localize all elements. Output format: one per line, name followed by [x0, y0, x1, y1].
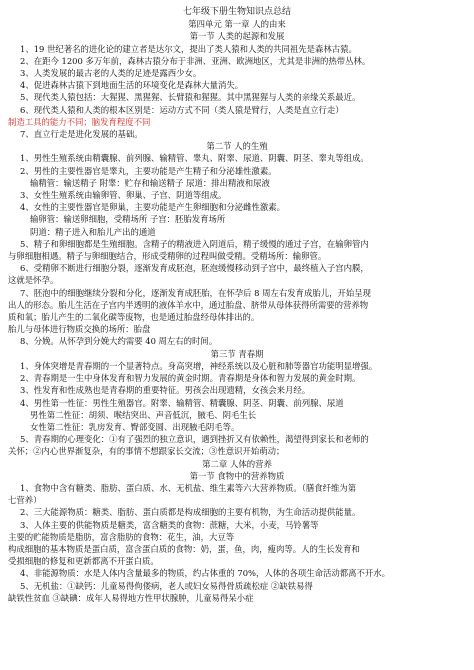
text-line: 3、人类发展的最古老的人类的足迹是露西少女。	[20, 68, 202, 79]
text-line: 与卵细胞相遇。精子与卵细胞结合，形成受精卵的过程叫做受精。受精场所：输卵管。	[8, 251, 327, 262]
text-line: 8、分娩。从怀孕到分娩大约需要 40 周左右的时间。	[20, 336, 218, 347]
text-line: 2、在距今 1200 多万年前，森林古猿分布于非洲、亚洲、欧洲地区，尤其是非洲的热带丛林。	[20, 55, 371, 66]
text-line: 第一节 人类的起源和发展	[189, 31, 285, 42]
text-line: 1、身体突增是青春期的一个显著特点。身高突增，神经系统以及心脏和肺等器官功能明显增强。	[20, 360, 378, 371]
text-line: 出人的形态。胎儿生活在子宫内半透明的液体羊水中，通过胎盘、脐带从母体获得所需要的营养物	[8, 299, 369, 310]
text-line: 质和氧；胎儿产生的二氧化碳等废物，也是通过胎盘经母体排出的。	[8, 312, 260, 323]
text-line: 第三节 青春期	[210, 348, 264, 359]
text-line: 4、非能源物质：水是人体内含量最多的物质，约占体重的 70%，人体的各项生命活动都离不开水。	[20, 568, 390, 579]
text-line: 7、胚泡中的细胞继续分裂和分化，逐渐发育成胚胎，在怀孕后 8 周左右发育成胎儿，开始呈现	[20, 287, 371, 298]
text-line: 胎儿与母体进行物质交换的场所：胎盘	[8, 324, 151, 335]
text-line: 4、女性的主要性器官是卵巢，主要功能是产生卵细胞和分泌雌性激素。	[20, 202, 285, 213]
text-line: 七营养）	[8, 495, 42, 506]
text-line: 第一节 食物中的营养物质	[189, 470, 285, 481]
text-line: 4、促进森林古猿下到地面生活的环境变化是森林大量消失。	[20, 80, 244, 91]
text-line: 4、男性第一性征：男性生殖器官。附睾、输精管、精囊腺、阴茎、阴囊、前列腺、尿道	[20, 397, 344, 408]
text-line: 3、女性生殖系统由输卵管、卵巢、子宫、阴道等组成。	[20, 190, 227, 201]
text-line: 输精管：输送精子 附睾：贮存和输送精子 尿道：排出精液和尿液	[30, 177, 270, 188]
text-line: 女性第二性征：乳房发育、臀部变圆、出现腋毛阴毛等。	[30, 421, 240, 432]
text-line: 2、三大能源物质：糖类、脂肪、蛋白质都是构成细胞的主要有机物，为生命活动提供能量。	[20, 507, 361, 518]
text-line: 1、食物中含有糖类、脂肪、蛋白质、水、无机盐、维生素等六大营养物质。（膳食纤维为第	[20, 482, 357, 493]
text-line: 1、19 世纪著名的进化论的建立者是达尔文，提出了类人猿和人类的共同祖先是森林古猿。	[20, 43, 357, 54]
text-line: 5、现代类人猿包括：大猩猩、黑猩猩、长臂猿和猩猩。其中黑猩猩与人类的亲缘关系最近。	[20, 92, 361, 103]
text-line: 输卵管：输送卵细胞，受精场所 子宫：胚胎发育场所	[30, 214, 226, 225]
text-line: 主要的贮能物质是脂肪，富含脂肪的食物：花生，油，大豆等	[8, 531, 235, 542]
text-line: 构成细胞的基本物质是蛋白质，富含蛋白质的食物：奶，蛋，鱼，肉，瘦肉等。人的生长发育和	[8, 543, 360, 554]
text-line: 7、直立行走是进化发展的基础。	[20, 129, 143, 140]
text-line: 2、青春期是一生中身体发育和智力发展的黄金时期。青春期是身体和智力发展的黄金时期。	[20, 373, 361, 384]
text-line: 缺铁性贫血 ③缺碘：成年人易得地方性甲状腺肿，儿童易得呆小症	[8, 592, 254, 603]
text-line: 6、受精卵不断进行细胞分裂，逐渐发育成胚泡，胚泡缓慢移动到子宫中，最终植入子宫内膜，	[20, 263, 369, 274]
text-line: 受损细胞的修复和更新都离不开蛋白质。	[8, 556, 159, 567]
text-line: 5、精子和卵细胞都是生殖细胞。含精子的精液进入阴道后，精子缓慢的通过子宫，在输卵管内	[20, 238, 369, 249]
text-line: 6、现代类人猿和人类的根本区别是：运动方式不同（类人猿是臂行，人类是直立行走）	[20, 104, 344, 115]
text-line: 2、男性的主要性器官是睾丸，主要功能是产生精子和分泌雄性激素。	[20, 165, 277, 176]
text-line: 关怀；②内心世界渐复杂，有的事情不想跟家长交流；③性意识开始萌动；	[8, 446, 285, 457]
text-line: 3、人体主要的供能物质是糖类，富含糖类的食物：蔗糖，大米，小麦，马铃薯等	[20, 519, 319, 530]
text-line: 阴道：精子进入和胎儿产出的通道	[30, 226, 156, 237]
text-line: 第二节 人的生殖	[206, 141, 268, 152]
text-line: 男性第二性征：胡须、喉结突出、声音低沉，腋毛、阴毛生长	[30, 409, 257, 420]
text-line: 七年级下册生物知识点总结	[182, 7, 291, 17]
text-line: 这就是怀孕。	[8, 275, 59, 286]
text-line: 1、男性生殖系统由精囊腺、前列腺、输精管、睾丸、附睾、尿道、阴囊、阴茎、睾丸等组成。	[20, 153, 369, 164]
text-line: 第四单元 第一章 人的由来	[188, 19, 286, 30]
text-line: 5、青春期的心理变化：①有了强烈的独立意识，遇到挫折又有依赖性，渴望得到家长和老师的	[20, 434, 369, 445]
text-line: 第二章 人体的营养	[202, 458, 272, 469]
text-line: 制造工具的能力不同；脑发育程度不同	[8, 116, 151, 127]
text-line: 5、无机盐：①缺钙：儿童易得佝偻病，老人或妇女易得骨质疏松症 ②缺铁易得	[20, 580, 313, 591]
text-line: 3、性发育和性成熟也是青春期的重要特征。男孩会出现遗精，女孩会来月经。	[20, 385, 311, 396]
